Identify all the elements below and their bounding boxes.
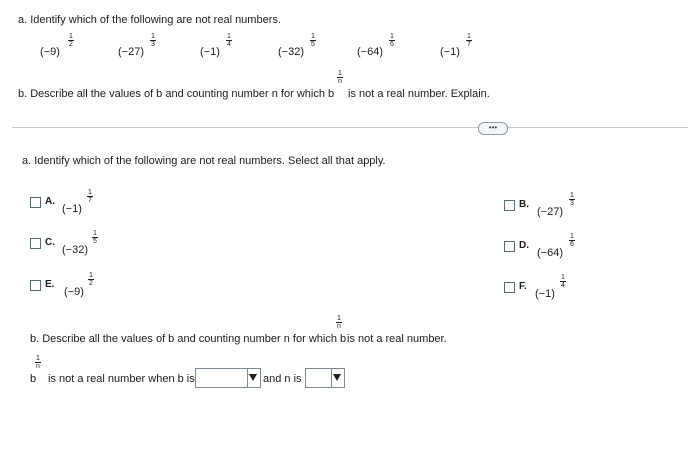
problem-part-b-suffix: is not a real number. Explain. <box>348 88 490 100</box>
problem-part-b: b. Describe all the values of b and counting number n for which b <box>18 88 335 100</box>
expression-4: (−32) 1 5 <box>278 33 315 58</box>
problem-part-a: a. Identify which of the following are not real numbers. <box>18 14 281 26</box>
checkbox[interactable] <box>30 197 41 208</box>
b-exponent: 1 n <box>338 70 342 85</box>
n-value-dropdown[interactable] <box>305 368 345 388</box>
option-d-expression: (−64) 1 6 <box>537 233 574 259</box>
answer-and-text: and n is <box>263 373 302 385</box>
checkbox[interactable] <box>504 282 515 293</box>
b-exponent: 1 n <box>337 315 341 330</box>
checkbox[interactable] <box>30 238 41 249</box>
checkbox[interactable] <box>30 280 41 291</box>
option-b[interactable]: B. <box>504 198 529 211</box>
option-f-expression: (−1) 1 4 <box>535 274 565 300</box>
option-a[interactable]: A. <box>30 195 55 208</box>
option-e-expression: (−9) 1 2 <box>64 272 93 298</box>
option-d[interactable]: D. <box>504 239 529 252</box>
question-part-b: b. Describe all the values of b and counting number n for which b <box>30 333 347 345</box>
b-value-dropdown[interactable] <box>195 368 261 388</box>
answer-b-variable: b <box>30 373 37 385</box>
expression-3: (−1) 1 4 <box>200 33 231 58</box>
b-exponent: 1 n <box>36 355 40 370</box>
expression-5: (−64) 1 6 <box>357 33 394 58</box>
option-a-expression: (−1) 1 7 <box>62 189 92 215</box>
question-part-a: a. Identify which of the following are not real numbers. Select all that apply. <box>22 155 386 167</box>
answer-text: is not a real number when b is <box>48 373 195 385</box>
checkbox[interactable] <box>504 200 515 211</box>
question-part-b-suffix: is not a real number. <box>347 333 447 345</box>
option-c[interactable]: C. <box>30 236 55 249</box>
expression-2: (−27) 1 3 <box>118 33 155 58</box>
option-e[interactable]: E. <box>30 278 54 291</box>
more-button[interactable]: ••• <box>478 122 508 135</box>
chevron-down-icon <box>333 374 341 381</box>
option-c-expression: (−32) 1 5 <box>62 230 97 256</box>
expression-6: (−1) 1 7 <box>440 33 471 58</box>
chevron-down-icon <box>249 374 257 381</box>
divider <box>12 127 688 128</box>
expression-1: (−9) 1 2 <box>40 33 73 58</box>
option-f[interactable]: F. <box>504 280 527 293</box>
checkbox[interactable] <box>504 241 515 252</box>
option-b-expression: (−27) 1 3 <box>537 192 574 218</box>
